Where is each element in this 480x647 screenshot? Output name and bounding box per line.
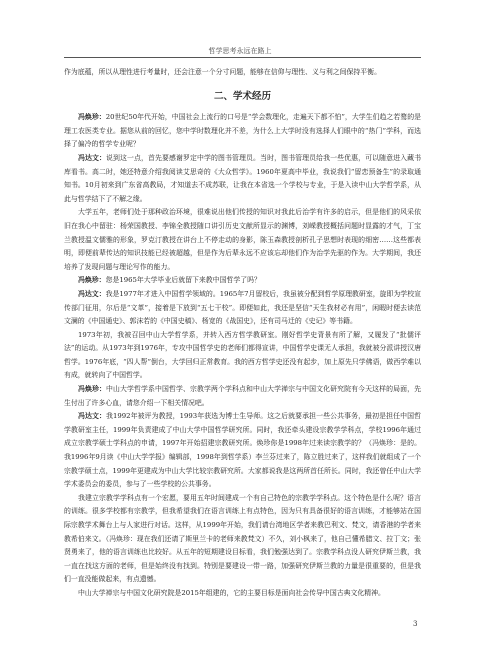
page-number: 3 bbox=[413, 620, 418, 628]
paragraph: 冯焕珍：中山大学哲学系中国哲学、宗教学两个学科点和中山大学禅宗与中国文化研究院有今天这样的局面，先生付出了许多心血，请您介绍一下相关情况吧。 bbox=[64, 385, 422, 407]
speaker-label: 冯焕珍： bbox=[78, 113, 106, 122]
section-title: 二、学术经历 bbox=[213, 90, 271, 102]
paragraph: 冯达文：我1992年被评为教授，1993年获选为博士生导师。这之后就要承担一些公共事务，最初是担任中国哲学教研室主任，1999年负责建成了中山大学中国哲学研究所。同时，我还牵头建设宗教学学科点，学校1996年通过成立宗教学硕士学科点的申请，1997年开始招建宗教研究所。焕珍你是1998年过来读宗教学的？（冯焕珍：是的。我1996年9月读《中山大学学报》编辑部，1998年到哲学系）李兰芬过来了，陈立胜过来了，这样我们就组成了一个宗教学硕士点，1999年更建成为中山大学比较宗教研究所。大家都说我是这两所首任所长。同时，我还曾任中山大学学术委员会的委员，参与了一些学校的公共事务。 bbox=[64, 412, 421, 489]
running-header: 哲学思考永远在路上 bbox=[208, 47, 272, 55]
paragraph: 大学五年，老师们处于那种政治环境，很难说出他们传授的知识对我此后治学有许多的启示，但是他们的风采依旧在我心中留驻：杨荣国教授、李锦全教授随口讲引历史文献所显示的渊博，刘嵘教授概括问题时显露的才气，丁宝兰教授温文儒雅的形象，罗克汀教授在讲台上不停走动的身影，陈玉森教授剖析孔子思想时表现的细密……这些都表明，即便前辈传达的知识技能已经被超越，但是作为后辈永远不应该忘却他们作为治学先驱的作为。大学期间，我还培养了发现问题与理论写作的能力。 bbox=[64, 208, 421, 271]
speaker-label: 冯达文： bbox=[78, 289, 106, 298]
paragraph: 冯焕珍：您是1965年大学毕业后就留下来教中国哲学了吗？ bbox=[78, 276, 261, 285]
body-text bbox=[64, 66, 421, 601]
paragraph: 冯达文：我是1977年才进入中国哲学领域的。1965年7月留校后，我虽被分配到哲学原理教研室，旋即为学校宣传部门征用，尔后是“文革”，接着是下放到“五七干校”。即便如此，我还是坚信“天生我材必有用”，闲暇时便去读范文澜的《中国通史》、郭沫若的《中国史稿》、杨宽的《战国史》，还有司马迁的《史记》等书籍。 bbox=[64, 289, 421, 326]
paragraph: 冯焕珍：20世纪50年代开始，中国社会上流行的口号是“学会数理化，走遍天下都不怕”，大学生们趋之若鹜的是理工农医类专业。据您从前的回忆，您中学时数理化并不差，为什么上大学时没有选择人们眼中的“热门”学科，而选择了偏冷的哲学专业呢？ bbox=[64, 113, 422, 149]
header-rule bbox=[64, 57, 421, 58]
paragraph: 1973年初，我被召回中山大学哲学系，并转入西方哲学教研室。刚好哲学史背景有所了解，又履发了“批儒评法”的运动。从1973年到1976年，专攻中国哲学史的老师们都得宣讲，中国哲学史课无人承担，我就被分派讲授汉唐哲学。1976年底，“四人帮”倒台，大学回归正常教育。我的西方哲学史还没有起步，加上原先只学佛语，做西学难以有成，就转向了中国哲学。 bbox=[64, 330, 421, 380]
speaker-label: 冯焕珍： bbox=[78, 276, 106, 285]
paragraph: 我建立宗教学学科点有一个宏愿，要用五年时间建成一个有自己特色的宗教学学科点。这个特色是什么呢？语言的训练。很多学校都有宗教学，但我希望我们在语言训练上有点特色，因为只有具备很好的语言训练，才能够站在国际宗教学术舞台上与人家进行对话。这样，从1999年开始，我们请台湾地区学者来教巴利文、梵文，请香港的学者来教希伯来文。（冯焕珍：现在我们还请了斯里兰卡的老师来教梵文）不久，刘小枫来了，他自己懂希腊文、拉丁文；张贤勇来了，他的语言训练也比较好。从五年的短期建设目标看，我们勉强达到了。宗教学科点没人研究伊斯兰教，我一直在找这方面的老师，但是始终没有找到。特别是要建设一带一路，加强研究伊斯兰教的力量是很重要的，但是我们一直没能做起来，有点遗憾。 bbox=[64, 493, 421, 584]
speaker-label: 冯达文： bbox=[78, 153, 107, 162]
paragraph: 冯达文：说到这一点，首先要感谢罗定中学的图书管理员。当时，图书管理员给我一些优惠，可以随意进入藏书库看书。高二时，她还特意介绍我阅读艾思奇的《大众哲学》。1960年夏高中毕业，我说我们“留恋预备生”的录取通知书。10月初来到广东省高教局，才知道去不成苏联，让我在本省选一个学校与专业，于是入读中山大学哲学系，从此与哲学结下了不解之缘。 bbox=[64, 153, 422, 203]
speaker-label: 冯焕珍： bbox=[78, 385, 107, 394]
paragraph-intro: 作为底蕴，所以从理性进行考量时，还会注意一个分寸问题，能够在信仰与理性、义与利之间保持平衡。 bbox=[64, 68, 381, 76]
paragraph: 中山大学禅宗与中国文化研究院是2015年组建的，它的主要目标是面向社会传导中国古典文化精神。 bbox=[78, 588, 385, 597]
speaker-label: 冯达文： bbox=[78, 412, 106, 421]
